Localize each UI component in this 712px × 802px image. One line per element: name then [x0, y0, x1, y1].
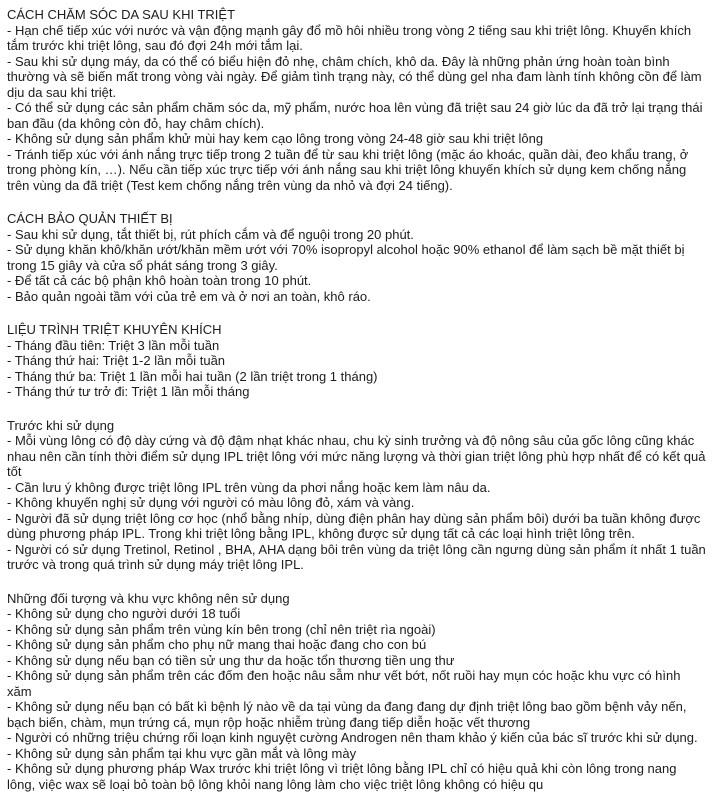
section-heading: CÁCH CHĂM SÓC DA SAU KHI TRIỆT — [7, 7, 236, 22]
bullet-line: - Tránh tiếp xúc với ánh nắng trực tiếp trong 2 tuần để từ sau khi triệt lông (mặc áo khoác, quần dài, đeo khẩu trang, ở trong phòng kín, …). Nếu cần tiếp xúc trực tiếp với ánh nắng sau khi triệt lông khuyến khích sử dụng kem chống nắng trên vùng da đã triệt (Test kem chống nắng trên vùng da nhỏ và đợi 24 tiếng). — [7, 146, 689, 193]
bullet-line: - Tháng thứ tư trở đi: Triệt 1 lần mỗi tháng — [7, 384, 250, 399]
section-heading: Những đối tượng và khu vực không nên sử dụng — [7, 590, 290, 606]
section-recommended-schedule — [7, 322, 706, 400]
bullet-line: - Người có sử dụng Tretinol, Retinol , BHA, AHA dạng bôi trên vùng da triệt lông cần ngưng dùng sản phẩm ít nhất 1 tuần trước và trong quá trình sử dụng máy triệt lông IPL. — [7, 541, 706, 572]
bullet-line: - Không khuyến nghị sử dụng với người có màu lông đỏ, xám và vàng. — [7, 495, 415, 510]
section-heading: LIỆU TRÌNH TRIỆT KHUYÊN KHÍCH — [7, 322, 222, 337]
bullet-line: - Tháng thứ ba: Triệt 1 lần mỗi hai tuần (2 lần triệt trong 1 tháng) — [7, 368, 378, 384]
bullet-line: - Có thể sử dụng các sản phẩm chăm sóc da, mỹ phẩm, nước hoa lên vùng đã triệt sau 24 giờ lúc da đã trở lại trạng thái ban đầu (da không còn đỏ, hay châm chích). — [7, 100, 703, 131]
bullet-line: - Sau khi sử dụng máy, da có thể có biểu hiện đỏ nhẹ, châm chích, khô da. Đây là những phản ứng hoàn toàn bình thường và sẽ biến mất trong vòng vài ngày. Để giảm tình trạng này, có thể dùng gel nha đam lành tính không cồn để làm dịu da sau khi triệt. — [7, 53, 702, 100]
bullet-line: - Không sử dụng nếu bạn có tiền sử ung thư da hoặc tổn thương tiền ung thư — [7, 652, 455, 668]
bullet-line: - Người có những triệu chứng rối loạn kinh nguyệt cường Androgen nên tham khảo ý kiến của bác sĩ trước khi sử dụng. — [7, 730, 698, 745]
section-skin-care-after — [7, 7, 706, 193]
bullet-line: - Không sử dụng sản phẩm trên vùng kín bên trong (chỉ nên triệt rìa ngoài) — [7, 621, 436, 637]
section-device-storage — [7, 211, 706, 304]
section-before-use — [7, 418, 706, 573]
bullet-line: - Mỗi vùng lông có độ dày cứng và độ đậm nhạt khác nhau, chu kỳ sinh trưởng và độ nông sâu của gốc lông cũng khác nhau nên cần tính thời điểm sử dụng IPL triệt lông với mức năng lượng và thời gian triệt lông phù hợp nhất để có kết quả tốt — [7, 433, 706, 479]
bullet-line: - Không sử dụng sản phẩm khử mùi hay kem cạo lông trong vòng 24-48 giờ sau khi triệt lông — [7, 131, 544, 146]
bullet-line: - Không sử dụng sản phẩm cho phụ nữ mang thai hoặc đang cho con bú — [7, 637, 427, 652]
bullet-line: - Người đã sử dụng triệt lông cơ học (nhổ bằng nhíp, dùng điện phân hay dùng sản phẩm bôi) dưới ba tuần không được dùng phương pháp IPL. Trong khi triệt lông bằng IPL, không được sử dụng tất cả các loại hình triệt lông trên. — [7, 510, 701, 541]
bullet-line: - Bảo quản ngoài tầm với của trẻ em và ở nơi an toàn, khô ráo. — [7, 288, 371, 304]
bullet-line: - Tháng đầu tiên: Triệt 3 lần mỗi tuần — [7, 337, 220, 353]
bullet-line: - Hạn chế tiếp xúc với nước và vận động mạnh gây đổ mồ hôi nhiều trong vòng 2 tiếng sau khi triệt lông. Khuyến khích tắm trước khi triệt lông, sau đó đợi 24h mới tắm lại. — [7, 22, 692, 53]
section-do-not-use — [7, 591, 706, 793]
bullet-line: - Không sử dụng sản phẩm tại khu vực gần mắt và lông mày — [7, 745, 357, 761]
bullet-line: - Tháng thứ hai: Triệt 1-2 lần mỗi tuần — [7, 353, 226, 368]
bullet-line: - Không sử dụng cho người dưới 18 tuổi — [7, 606, 241, 621]
bullet-line: - Không sử dụng phương pháp Wax trước khi triệt lông vì triệt lông bằng IPL chỉ có hiệu quả khi còn lông trong nang lông, việc wax sẽ loại bỏ toàn bộ lông khỏi nang lông làm cho việc triệt lông không có hiệu qu — [7, 761, 677, 792]
bullet-line: - Cần lưu ý không được triệt lông IPL trên vùng da phơi nắng hoặc kem làm nâu da. — [7, 479, 491, 495]
bullet-line: - Sử dụng khăn khô/khăn ướt/khăn mềm ướt với 70% isopropyl alcohol hoặc 90% ethanol để làm sạch bề mặt thiết bị trong 15 giây và cửa sổ phát sáng trong 3 giây. — [7, 242, 685, 273]
bullet-line: - Không sử dụng sản phẩm trên các đốm đen hoặc nâu sẫm như vết bớt, nốt ruồi hay mụn cóc hoặc khu vực có hình xăm — [7, 668, 681, 699]
bullet-line: - Để tất cả các bộ phận khô hoàn toàn trong 10 phút. — [7, 273, 312, 288]
bullet-line: - Sau khi sử dụng, tắt thiết bị, rút phích cắm và để nguội trong 20 phút. — [7, 226, 414, 242]
section-heading: CÁCH BẢO QUẢN THIẾT BỊ — [7, 211, 173, 226]
section-heading: Trước khi sử dụng — [7, 417, 115, 433]
bullet-line: - Không sử dụng nếu bạn có bất kì bệnh lý nào về da tại vùng da đang đang dự định triệt lông bao gồm bệnh vảy nến, bạch biến, chàm, mụn trứng cá, mụn rộp hoặc nhiễm trùng đang tiếp diễn hoặc vết thương — [7, 699, 687, 730]
